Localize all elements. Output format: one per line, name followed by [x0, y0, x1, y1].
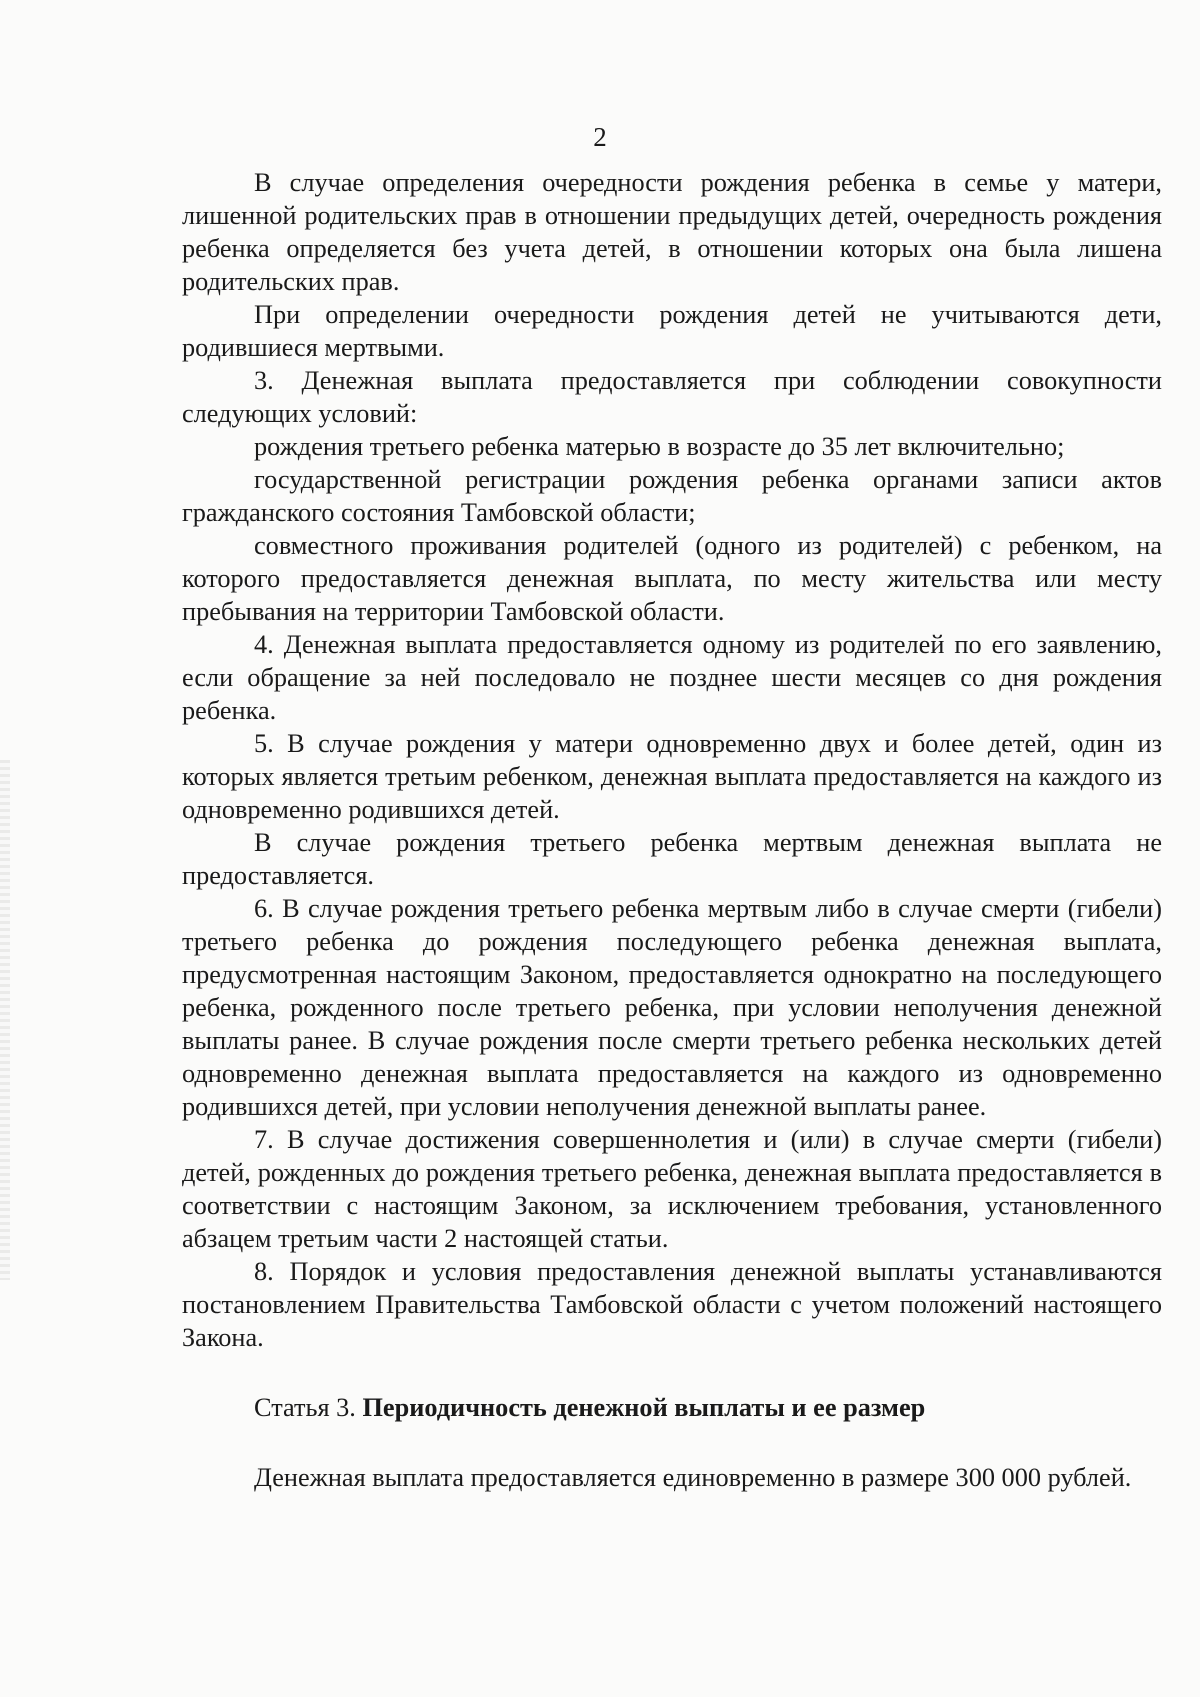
paragraph: государственной регистрации рождения ребенка органами записи актов гражданского состояния Тамбовской области; — [182, 465, 1162, 527]
paragraph: 3. Денежная выплата предоставляется при соблюдении совокупности следующих условий: — [182, 366, 1162, 428]
article-heading — [182, 1391, 1162, 1424]
paragraph: В случае определения очередности рождения ребенка в семье у матери, лишенной родительских прав в отношении предыдущих детей, очередность рождения ребенка определяется без учета детей, в отношении которых она была лишена родительских прав. — [182, 168, 1162, 296]
article-label: Статья 3. — [254, 1393, 356, 1422]
paragraph: В случае рождения третьего ребенка мертвым денежная выплата не предоставляется. — [182, 828, 1162, 890]
paragraph: 8. Порядок и условия предоставления денежной выплаты устанавливаются постановлением Правительства Тамбовской области с учетом положений настоящего Закона. — [182, 1257, 1162, 1352]
paragraph: 4. Денежная выплата предоставляется одному из родителей по его заявлению, если обращение за ней последовало не позднее шести месяцев со дня рождения ребенка. — [182, 630, 1162, 725]
paragraph: 7. В случае достижения совершеннолетия и (или) в случае смерти (гибели) детей, рожденных до рождения третьего ребенка, денежная выплата предоставляется в соответствии с настоящим Законом, за исключением требования, установленного абзацем третьим части 2 настоящей статьи. — [182, 1125, 1162, 1253]
page-number: 2 — [593, 122, 607, 152]
paragraph: При определении очередности рождения детей не учитываются дети, родившиеся мертвыми. — [182, 300, 1162, 362]
article-paragraph: Денежная выплата предоставляется единовременно в размере 300 000 рублей. — [254, 1463, 1132, 1492]
article-title: Периодичность денежной выплаты и ее размер — [362, 1393, 926, 1422]
scan-edge-artifact — [0, 760, 10, 1280]
paragraph: совместного проживания родителей (одного из родителей) с ребенком, на которого предоставляется денежная выплата, по месту жительства или месту пребывания на территории Тамбовской области. — [182, 531, 1162, 626]
document-body — [182, 166, 1162, 1494]
paragraph: 5. В случае рождения у матери одновременно двух и более детей, один из которых является третьим ребенком, денежная выплата предоставляется на каждого из одновременно родившихся детей. — [182, 729, 1162, 824]
paragraph: рождения третьего ребенка матерью в возрасте до 35 лет включительно; — [254, 432, 1065, 461]
paragraph: 6. В случае рождения третьего ребенка мертвым либо в случае смерти (гибели) третьего ребенка до рождения последующего ребенка денежная выплата, предусмотренная настоящим Законом, предоставляется однократно на последующего ребенка, рожденного после третьего ребенка, при условии неполучения денежной выплаты ранее. В случае рождения после смерти третьего ребенка нескольких детей одновременно денежная выплата предоставляется на каждого из одновременно родившихся детей, при условии неполучения денежной выплаты ранее. — [182, 894, 1162, 1121]
